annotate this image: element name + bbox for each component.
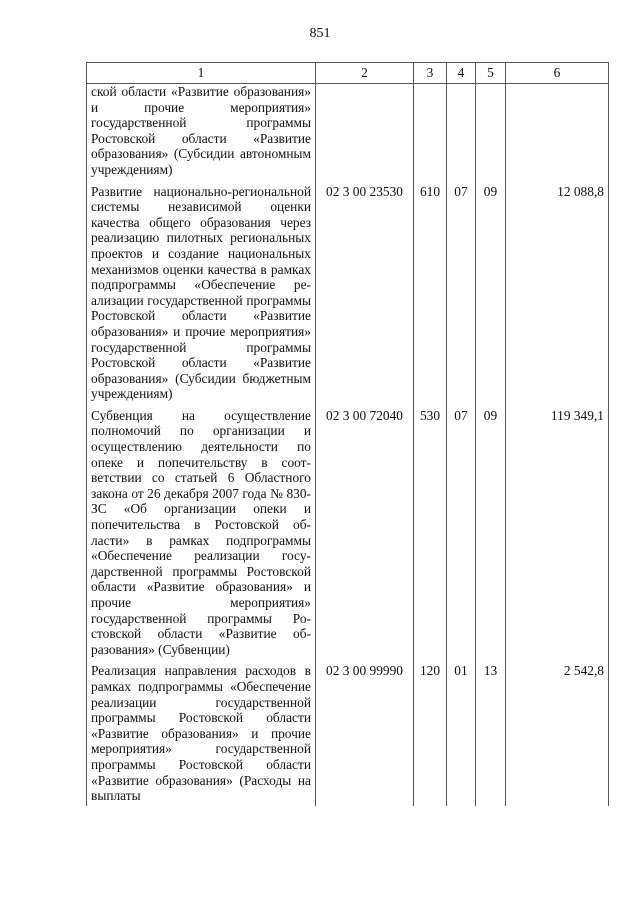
column-header-6: 6: [506, 63, 609, 84]
row-section: 07: [447, 180, 476, 404]
row-description: Реализация направления расходов в рамках подпрограммы «Обеспечение реализации государственной программы Ростовской области «Развитие образования» и прочие мероприятия» государственной программы Ростовской области «Развитие образования» (Расходы на выплаты: [87, 659, 316, 805]
column-header-5: 5: [476, 63, 506, 84]
row-expense-type: [414, 84, 447, 180]
column-header-4: 4: [447, 63, 476, 84]
page-number: 851: [309, 26, 331, 41]
row-expense-type: 120: [414, 659, 447, 805]
row-description: ской области «Развитие образования» и прочие мероприятия» государственной программы Ростовской области «Развитие образования» (Субсидии автономным учреждениям): [87, 84, 316, 180]
row-code: [316, 84, 414, 180]
header-row: [87, 63, 609, 84]
table-row: [87, 404, 609, 660]
row-section: 07: [447, 404, 476, 660]
row-description: Развитие национально-региональной системы независимой оценки качества общего образования через реализацию пилотных региональных проектов и создание национальных механизмов оценки качества в рамках подпрограммы «Обеспечение реализации государственной программы Ростовской области «Развитие образования» и прочие мероприятия» государственной программы Ростовской области «Развитие образования» (Субсидии бюджетным учреждениям): [87, 180, 316, 404]
row-description: Субвенция на осуществление полномочий по организации и осуществлению деятельности по опеке и попечительству в соответствии со статьей 6 Областного закона от 26 декабря 2007 года № 830-ЗС «Об организации опеки и попечительства в Ростовской области» в рамках подпрограммы «Обеспечение реализации государственной программы Ростовской области «Развитие образования» и прочие мероприятия» государственной программы Ростовской области «Развитие образования» (Субвенции): [87, 404, 316, 660]
row-amount: 12 088,8: [506, 180, 609, 404]
row-subsection: 13: [476, 659, 506, 805]
row-amount: 119 349,1: [506, 404, 609, 660]
row-subsection: 09: [476, 404, 506, 660]
table-row: [87, 84, 609, 180]
row-subsection: 09: [476, 180, 506, 404]
row-section: 01: [447, 659, 476, 805]
row-section: [447, 84, 476, 180]
column-header-2: 2: [316, 63, 414, 84]
row-code: 02 3 00 23530: [316, 180, 414, 404]
row-code: 02 3 00 72040: [316, 404, 414, 660]
column-header-1: 1: [87, 63, 316, 84]
row-amount: 2 542,8: [506, 659, 609, 805]
row-expense-type: 530: [414, 404, 447, 660]
row-amount: [506, 84, 609, 180]
row-code: 02 3 00 99990: [316, 659, 414, 805]
budget-table: [86, 62, 609, 806]
row-subsection: [476, 84, 506, 180]
column-header-3: 3: [414, 63, 447, 84]
table-row: [87, 659, 609, 805]
table-row: [87, 180, 609, 404]
row-expense-type: 610: [414, 180, 447, 404]
